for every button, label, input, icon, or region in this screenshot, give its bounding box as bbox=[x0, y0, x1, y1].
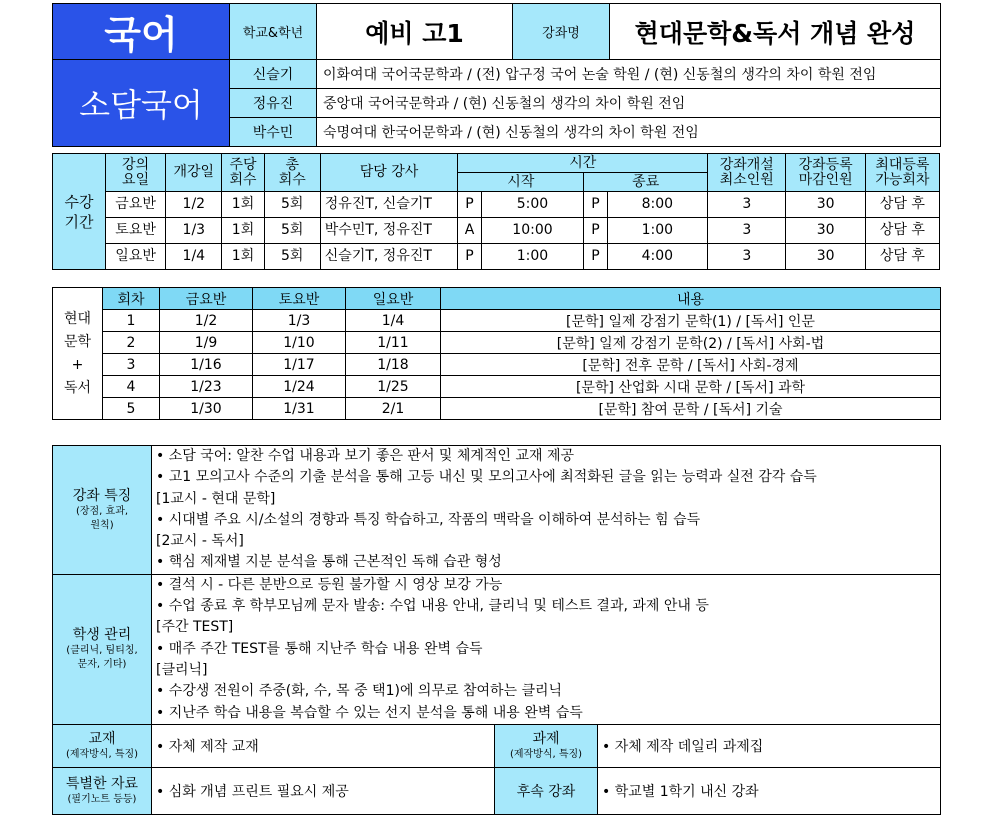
followup-label: 후속 강좌 bbox=[495, 767, 598, 814]
table-row bbox=[53, 354, 941, 376]
cell-teacher: 신슬기T, 정유진T bbox=[320, 244, 458, 270]
cell-no: 3 bbox=[103, 354, 160, 376]
cell-sat: 1/17 bbox=[253, 354, 346, 376]
management-content bbox=[152, 574, 941, 724]
materials-label-cell bbox=[53, 767, 152, 814]
cell-day: 토요반 bbox=[105, 218, 165, 244]
course-header bbox=[52, 3, 941, 147]
header-day: 강의 요일 bbox=[105, 154, 165, 192]
header-teacher: 담당 강사 bbox=[320, 154, 458, 192]
header-total: 총 회수 bbox=[264, 154, 320, 192]
materials-value: • 심화 개념 프린트 필요시 제공 bbox=[152, 767, 495, 814]
homework-sublabel: (제작방식, 특징) bbox=[509, 748, 583, 760]
cell-max: 상담 후 bbox=[865, 218, 939, 244]
cell-end-ampm: P bbox=[584, 192, 607, 218]
cell-no: 5 bbox=[103, 398, 160, 420]
cell-total: 5회 bbox=[264, 192, 320, 218]
textbook-label: 교재 bbox=[88, 730, 116, 747]
header-end: 종료 bbox=[584, 173, 708, 192]
curriculum-table bbox=[52, 287, 941, 420]
table-row bbox=[53, 218, 940, 244]
cell-end-time: 1:00 bbox=[607, 218, 708, 244]
feature-line: [2교시 - 독서] bbox=[156, 533, 244, 550]
grade-value: 예비 고1 bbox=[317, 4, 513, 60]
cell-date: 1/3 bbox=[166, 218, 222, 244]
course-title: 현대문학&독서 개념 완성 bbox=[610, 4, 941, 60]
subject-title: 국어 bbox=[53, 4, 230, 60]
cell-deadline: 30 bbox=[786, 244, 865, 270]
cell-max: 상담 후 bbox=[865, 192, 939, 218]
header-time: 시간 bbox=[458, 154, 708, 173]
cell-start-time: 1:00 bbox=[481, 244, 584, 270]
cell-sun: 1/11 bbox=[346, 332, 441, 354]
feature-line: • 시대별 주요 시/소설의 경향과 특징 학습하고, 작품의 맥락을 이해하여 분석하는 힘 습득 bbox=[156, 511, 701, 528]
textbook-sublabel: (제작방식, 특징) bbox=[65, 748, 139, 760]
cell-end-ampm: P bbox=[584, 244, 607, 270]
cell-day: 금요반 bbox=[105, 192, 165, 218]
cell-content: [문학] 참여 문학 / [독서] 기술 bbox=[441, 398, 941, 420]
cell-teacher: 박수민T, 정유진T bbox=[320, 218, 458, 244]
cell-deadline: 30 bbox=[786, 218, 865, 244]
cell-sun: 1/18 bbox=[346, 354, 441, 376]
management-line: • 수업 종료 후 학부모님께 문자 발송: 수업 내용 안내, 클리닉 및 테스트 결과, 과제 안내 등 bbox=[156, 598, 709, 615]
teacher-bio: 중앙대 국어국문학과 / (현) 신동철의 생각의 차이 학원 전임 bbox=[317, 89, 941, 118]
cell-end-ampm: P bbox=[584, 218, 607, 244]
cell-sat: 1/3 bbox=[253, 310, 346, 332]
cell-fri: 1/9 bbox=[160, 332, 253, 354]
cell-sun: 1/4 bbox=[346, 310, 441, 332]
schedule-side-label: 수강 기간 bbox=[53, 154, 106, 270]
cell-content: [문학] 일제 강점기 문학(1) / [독서] 인문 bbox=[441, 310, 941, 332]
homework-label: 과제 bbox=[532, 730, 560, 747]
header-sat: 토요반 bbox=[253, 288, 346, 310]
cell-fri: 1/2 bbox=[160, 310, 253, 332]
header-start: 시작 bbox=[458, 173, 584, 192]
table-row bbox=[53, 310, 941, 332]
management-line: • 수강생 전원이 주중(화, 수, 목 중 택1)에 의무로 참여하는 클리닉 bbox=[156, 683, 563, 700]
cell-start-time: 5:00 bbox=[481, 192, 584, 218]
cell-content: [문학] 산업화 시대 문학 / [독서] 과학 bbox=[441, 376, 941, 398]
cell-min: 3 bbox=[708, 244, 786, 270]
teacher-bio: 숙명여대 한국어문학과 / (현) 신동철의 생각의 차이 학원 전임 bbox=[317, 118, 941, 147]
management-sublabel: (클리닉, 팀티칭, 문자, 기타) bbox=[66, 645, 138, 671]
header-sun: 일요반 bbox=[346, 288, 441, 310]
cell-sat: 1/24 bbox=[253, 376, 346, 398]
cell-fri: 1/23 bbox=[160, 376, 253, 398]
table-row bbox=[53, 398, 941, 420]
cell-no: 1 bbox=[103, 310, 160, 332]
cell-sat: 1/10 bbox=[253, 332, 346, 354]
cell-content: [문학] 일제 강점기 문학(2) / [독서] 사회-법 bbox=[441, 332, 941, 354]
cell-min: 3 bbox=[708, 192, 786, 218]
cell-min: 3 bbox=[708, 218, 786, 244]
cell-start-ampm: P bbox=[458, 244, 481, 270]
feature-line: [1교시 - 현대 문학] bbox=[156, 490, 276, 507]
management-label: 학생 관리 bbox=[72, 627, 132, 644]
teacher-name: 신슬기 bbox=[230, 60, 317, 89]
features-label-cell bbox=[53, 446, 152, 575]
cell-start-ampm: P bbox=[458, 192, 481, 218]
schedule-table bbox=[52, 153, 940, 270]
header-content: 내용 bbox=[441, 288, 941, 310]
table-row bbox=[53, 192, 940, 218]
cell-fri: 1/30 bbox=[160, 398, 253, 420]
management-line: [클리닉] bbox=[156, 661, 208, 678]
followup-value: • 학교별 1학기 내신 강좌 bbox=[598, 767, 941, 814]
features-sublabel: (장점, 효과, 원칙) bbox=[75, 505, 129, 531]
course-label: 강좌명 bbox=[513, 4, 610, 60]
table-row bbox=[53, 244, 940, 270]
teacher-name: 박수민 bbox=[230, 118, 317, 147]
cell-sun: 2/1 bbox=[346, 398, 441, 420]
feature-line: • 핵심 제재별 지분 분석을 통해 근본적인 독해 습관 형성 bbox=[156, 554, 502, 571]
management-line: [주간 TEST] bbox=[156, 619, 234, 636]
cell-weekly: 1회 bbox=[222, 244, 264, 270]
homework-label-cell bbox=[495, 724, 598, 767]
materials-label: 특별한 자료 bbox=[65, 775, 139, 792]
feature-line: • 소담 국어: 알찬 수업 내용과 보기 좋은 판서 및 체계적인 교재 제공 bbox=[156, 448, 574, 464]
table-row bbox=[53, 332, 941, 354]
management-line: • 결석 시 - 다른 분반으로 등원 불가할 시 영상 보강 가능 bbox=[156, 576, 503, 593]
cell-start-ampm: A bbox=[458, 218, 481, 244]
curriculum-side-label: 현대 문학 + 독서 bbox=[53, 288, 103, 420]
cell-no: 4 bbox=[103, 376, 160, 398]
header-fri: 금요반 bbox=[160, 288, 253, 310]
cell-day: 일요반 bbox=[105, 244, 165, 270]
cell-weekly: 1회 bbox=[222, 192, 264, 218]
header-min: 강좌개설 최소인원 bbox=[708, 154, 786, 192]
cell-total: 5회 bbox=[264, 244, 320, 270]
cell-sat: 1/31 bbox=[253, 398, 346, 420]
teacher-name: 정유진 bbox=[230, 89, 317, 118]
cell-no: 2 bbox=[103, 332, 160, 354]
header-max: 최대등록 가능회차 bbox=[865, 154, 939, 192]
cell-start-time: 10:00 bbox=[481, 218, 584, 244]
header-deadline: 강좌등록 마감인원 bbox=[786, 154, 865, 192]
textbook-label-cell bbox=[53, 724, 152, 767]
course-details-table bbox=[52, 445, 941, 815]
cell-deadline: 30 bbox=[786, 192, 865, 218]
table-row bbox=[53, 376, 941, 398]
feature-line: • 고1 모의고사 수준의 기출 분석을 통해 고등 내신 및 모의고사에 최적화된 글을 읽는 능력과 실전 감각 습득 bbox=[156, 469, 817, 486]
cell-max: 상담 후 bbox=[865, 244, 939, 270]
cell-total: 5회 bbox=[264, 218, 320, 244]
cell-weekly: 1회 bbox=[222, 218, 264, 244]
cell-fri: 1/16 bbox=[160, 354, 253, 376]
cell-teacher: 정유진T, 신슬기T bbox=[320, 192, 458, 218]
academy-name: 소담국어 bbox=[53, 60, 230, 147]
header-start-date: 개강일 bbox=[166, 154, 222, 192]
cell-date: 1/2 bbox=[166, 192, 222, 218]
features-label: 강좌 특징 bbox=[72, 487, 132, 504]
header-weekly: 주당 회수 bbox=[222, 154, 264, 192]
header-no: 회차 bbox=[103, 288, 160, 310]
homework-value: • 자체 제작 데일리 과제집 bbox=[598, 724, 941, 767]
management-label-cell bbox=[53, 574, 152, 724]
cell-content: [문학] 전후 문학 / [독서] 사회-경제 bbox=[441, 354, 941, 376]
management-line: • 지난주 학습 내용을 복습할 수 있는 선지 분석을 통해 내용 완벽 습득 bbox=[156, 704, 583, 721]
cell-sun: 1/25 bbox=[346, 376, 441, 398]
management-line: • 매주 주간 TEST를 통해 지난주 학습 내용 완벽 습득 bbox=[156, 640, 483, 657]
textbook-value: • 자체 제작 교재 bbox=[152, 724, 495, 767]
grade-label: 학교&학년 bbox=[230, 4, 317, 60]
cell-end-time: 4:00 bbox=[607, 244, 708, 270]
features-content bbox=[152, 446, 941, 575]
cell-end-time: 8:00 bbox=[607, 192, 708, 218]
teacher-bio: 이화여대 국어국문학과 / (전) 압구정 국어 논술 학원 / (현) 신동철의 생각의 차이 학원 전임 bbox=[317, 60, 941, 89]
cell-date: 1/4 bbox=[166, 244, 222, 270]
materials-sublabel: (필기노트 등등) bbox=[67, 793, 137, 805]
